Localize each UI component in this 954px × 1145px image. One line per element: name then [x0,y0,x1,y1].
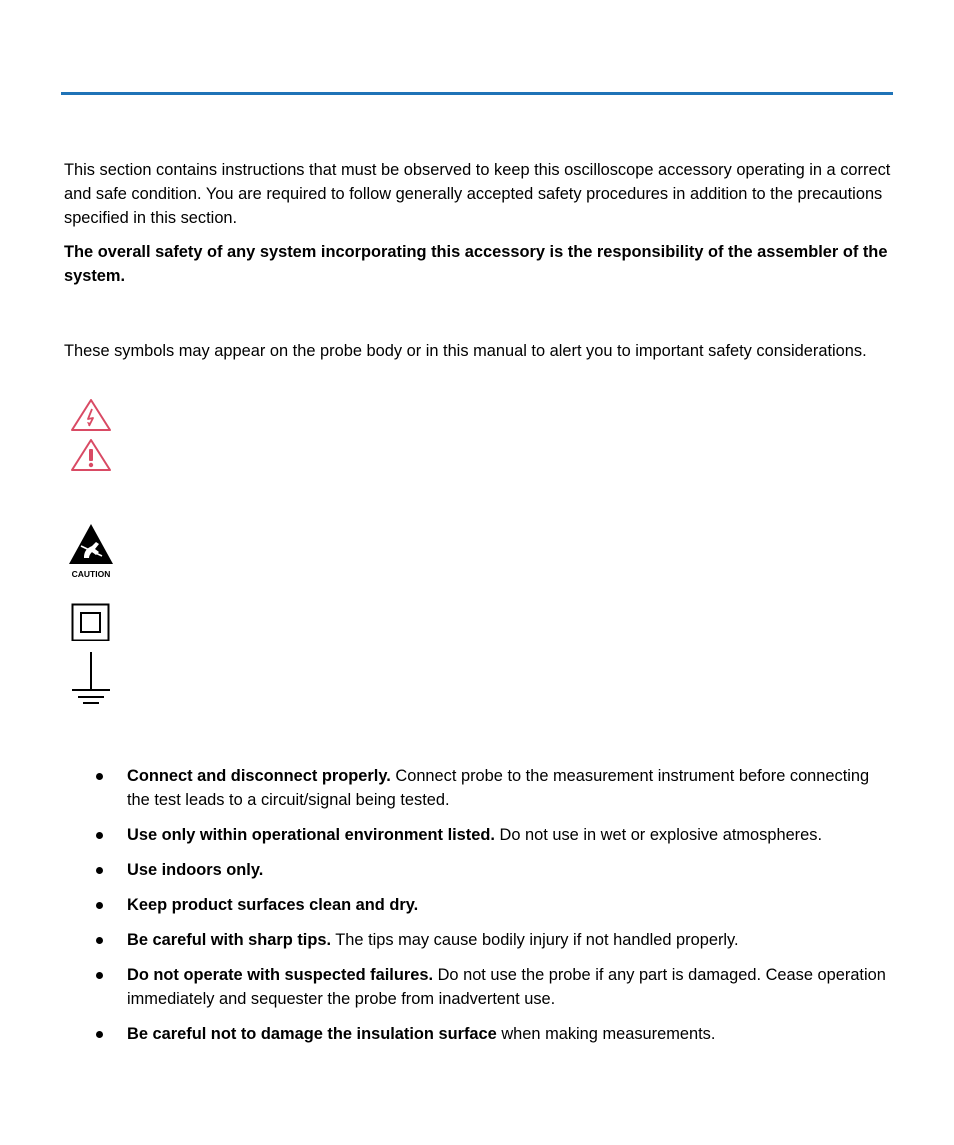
esd-caution-icon [66,522,116,580]
safety-precautions-list [96,764,896,1057]
precaution-text: The tips may cause bodily injury if not handled properly. [331,931,739,949]
bullet-icon [96,773,103,780]
double-insulation-icon [71,603,111,641]
high-voltage-warning-icon [70,398,112,432]
list-item [96,928,896,952]
precaution-title: Keep product surfaces clean and dry. [127,896,419,914]
bullet-icon [96,1031,103,1038]
precaution-title: Connect and disconnect properly. [127,767,391,785]
symbols-intro-paragraph: These symbols may appear on the probe body or in this manual to alert you to important safety considerations. [64,342,867,360]
precaution-text: Do not use in wet or explosive atmospheres. [494,826,823,844]
bullet-icon [96,832,103,839]
precaution-title: Do not operate with suspected failures. [127,966,434,984]
safety-responsibility-statement: The overall safety of any system incorporating this accessory is the responsibility of the assembler of the system. [64,243,888,285]
precaution-title: Be careful with sharp tips. [127,931,332,949]
bullet-icon [96,972,103,979]
precaution-title: Use only within operational environment listed. [127,826,495,844]
list-item [96,893,896,917]
ground-icon [71,650,111,706]
bullet-icon [96,937,103,944]
list-item [96,1022,896,1046]
esd-caution-label: CAUTION [71,569,111,579]
list-item [96,764,896,812]
precaution-title: Be careful not to damage the insulation surface [127,1025,497,1043]
list-item [96,823,896,847]
precaution-text: Do not use the probe if any part is damaged. Cease operation immediately and sequester the probe from inadvertent use. [127,966,886,1008]
precaution-text: Connect probe to the measurement instrument before connecting the test leads to a circuit/signal being tested. [127,767,870,809]
bullet-icon [96,902,103,909]
precaution-title: Use indoors only. [127,861,264,879]
bullet-icon [96,867,103,874]
precaution-text: when making measurements. [496,1025,716,1043]
caution-exclamation-icon [70,438,112,472]
header-rule [61,92,893,95]
list-item [96,858,896,882]
list-item [96,963,896,1011]
intro-paragraph: This section contains instructions that must be observed to keep this oscilloscope accessory operating in a correct and safe condition. You are required to follow generally accepted safety procedures in addition to the precautions specified in this section. [64,161,891,227]
